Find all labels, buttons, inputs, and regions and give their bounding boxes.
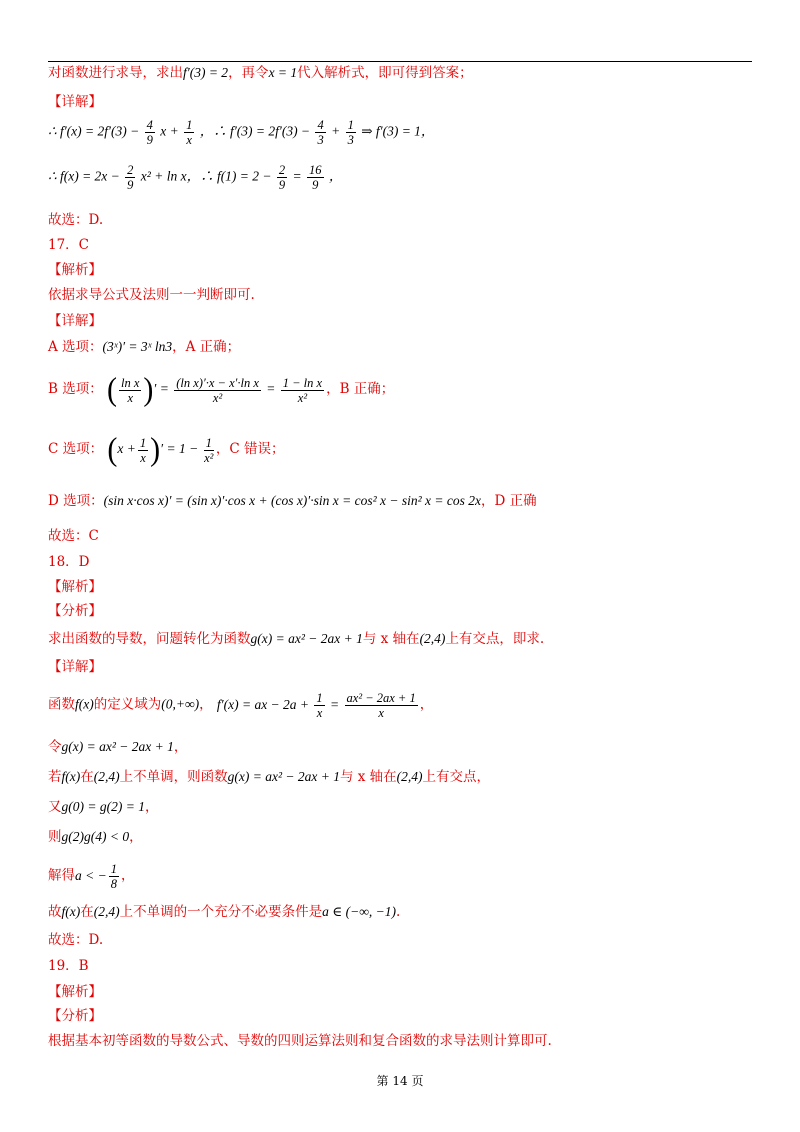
section-heading: 【解析】 <box>48 262 102 278</box>
analysis-line: 依据求导公式及法则一一判断即可. <box>48 287 255 303</box>
option-a-line <box>48 338 240 356</box>
option-d-line <box>48 492 537 510</box>
math-line <box>48 163 342 192</box>
text: ，A 正确； <box>172 339 241 355</box>
math: ∴ f(x) = 2x − <box>48 168 120 184</box>
section-heading: 【详解】 <box>48 94 102 110</box>
math: x + <box>160 123 179 139</box>
math-line <box>48 118 434 147</box>
fraction: $\frac{1}{3}$ <box>347 118 354 147</box>
math: ，∴ f′(3) = 2f′(3) − <box>199 123 311 139</box>
analysis-line: 求出函数的导数，问题转化为函数g(x) = ax² − 2ax + 1与 x 轴在(2,4)上有交点，即求. <box>48 631 545 647</box>
section-heading: 【详解】 <box>48 659 102 675</box>
detail-line: 则g(2)g(4) < 0， <box>48 829 143 845</box>
section-heading: 【解析】 <box>48 579 102 595</box>
math: a < − $\frac{1}{8}$ <box>75 862 117 891</box>
math: g(x) = ax² − 2ax + 1 <box>227 769 340 784</box>
math: + <box>331 123 341 139</box>
math: (2,4) <box>419 631 446 646</box>
section-heading: 【分析】 <box>48 603 102 619</box>
math: g(x) = ax² − 2ax + 1 <box>61 739 174 754</box>
math: (3ˣ)′ = 3ˣ ln3 <box>102 339 173 354</box>
math: f(x) <box>75 696 94 712</box>
analysis-line <box>48 64 473 82</box>
text: ，D 正确 <box>481 493 537 509</box>
analysis-line: 根据基本初等函数的导数公式、导数的四则运算法则和复合函数的求导法则计算即可. <box>48 1033 552 1049</box>
math: g(0) = g(2) = 1 <box>61 799 145 814</box>
fraction: $\frac{4}{3}$ <box>317 118 324 147</box>
label: B 选项： <box>48 381 103 398</box>
section-heading: 【详解】 <box>48 313 102 329</box>
math: ( $\frac{\text{ln x}}{x}$ )′ = $\frac{\text{(ln x)′·x − x′·ln x}}{\text{x²}}$ = $\frac{\text{1 − ln x}}{\text{x²}}$ <box>107 371 323 408</box>
math: f(x) <box>61 904 81 919</box>
answer-line: 故选：D. <box>48 212 104 228</box>
math: a ∈ (−∞, −1) <box>322 904 396 919</box>
header-rule <box>48 61 752 62</box>
math: f′(3) = 2 <box>183 65 229 80</box>
label: C 选项： <box>48 441 104 458</box>
math: (2,4) <box>93 769 120 784</box>
math: (0,+∞) <box>161 696 200 712</box>
question-number: 17．C <box>48 237 90 253</box>
answer-line: 故选：C <box>48 528 99 544</box>
text: ，C 错误； <box>215 441 285 458</box>
math: ⇒ f′(3) = 1， <box>361 123 435 139</box>
math: (x + $\frac{1}{x}$ )′ = 1 − $\frac{1}{\text{x²}}$ <box>107 431 214 468</box>
label: A 选项： <box>48 339 103 355</box>
math: = <box>292 168 302 184</box>
fraction: $\frac{2}{9}$ <box>278 163 286 192</box>
label: D 选项： <box>48 493 104 509</box>
detail-line: 又g(0) = g(2) = 1， <box>48 799 159 815</box>
question-number: 19．B <box>48 958 89 974</box>
math: g(2)g(4) < 0 <box>61 829 130 844</box>
option-c-line <box>48 431 285 468</box>
detail-line: 解得a < − $\frac{1}{8}$ ， <box>48 862 135 891</box>
answer-line: 故选：D. <box>48 932 104 948</box>
detail-line: 函数f(x)的定义域为(0,+∞)， f′(x) = ax − 2a + $\frac{1}{x}$ = $\frac{\text{ax² − 2ax + 1}}{x}$ ， <box>48 691 434 720</box>
math: (2,4) <box>396 769 423 784</box>
fraction: $\frac{16}{9}$ <box>309 163 322 192</box>
detail-line: 若f(x)在(2,4)上不单调，则函数g(x) = ax² − 2ax + 1与 x 轴在(2,4)上有交点， <box>48 769 491 785</box>
fraction: $\frac{2}{9}$ <box>127 163 134 192</box>
fraction: $\frac{4}{9}$ <box>146 118 153 147</box>
math: x = 1 <box>268 65 298 80</box>
text: ，B 正确； <box>326 381 395 398</box>
math: g(x) = ax² − 2ax + 1 <box>250 631 363 646</box>
fraction: $\frac{1}{x}$ <box>186 118 193 147</box>
detail-line: 令g(x) = ax² − 2ax + 1， <box>48 739 188 755</box>
math: (sin x·cos x)′ = (sin x)′·cos x + (cos x)′·sin x = cos² x − sin² x = cos 2x <box>103 493 482 508</box>
math: f(x) <box>61 769 81 784</box>
page-number: 第 14 页 <box>376 1074 424 1088</box>
text: 对函数进行求导，求出 <box>48 65 183 81</box>
question-number: 18．D <box>48 554 90 570</box>
math: x² + ln x，∴ f(1) = 2 − <box>140 168 272 184</box>
text: ，再令 <box>228 65 269 81</box>
detail-line: 故f(x)在(2,4)上不单调的一个充分不必要条件是a ∈ (−∞, −1). <box>48 904 401 920</box>
math: ， <box>328 168 343 184</box>
math: (2,4) <box>93 904 120 919</box>
section-heading: 【分析】 <box>48 1008 102 1024</box>
math: f′(x) = ax − 2a + $\frac{1}{x}$ = $\frac{\text{ax² − 2ax + 1}}{x}$ <box>216 691 416 720</box>
option-b-line <box>48 371 395 408</box>
section-heading: 【解析】 <box>48 984 102 1000</box>
text: 代入解析式，即可得到答案； <box>297 65 473 81</box>
math: ∴ f′(x) = 2f′(3) − <box>48 123 140 139</box>
